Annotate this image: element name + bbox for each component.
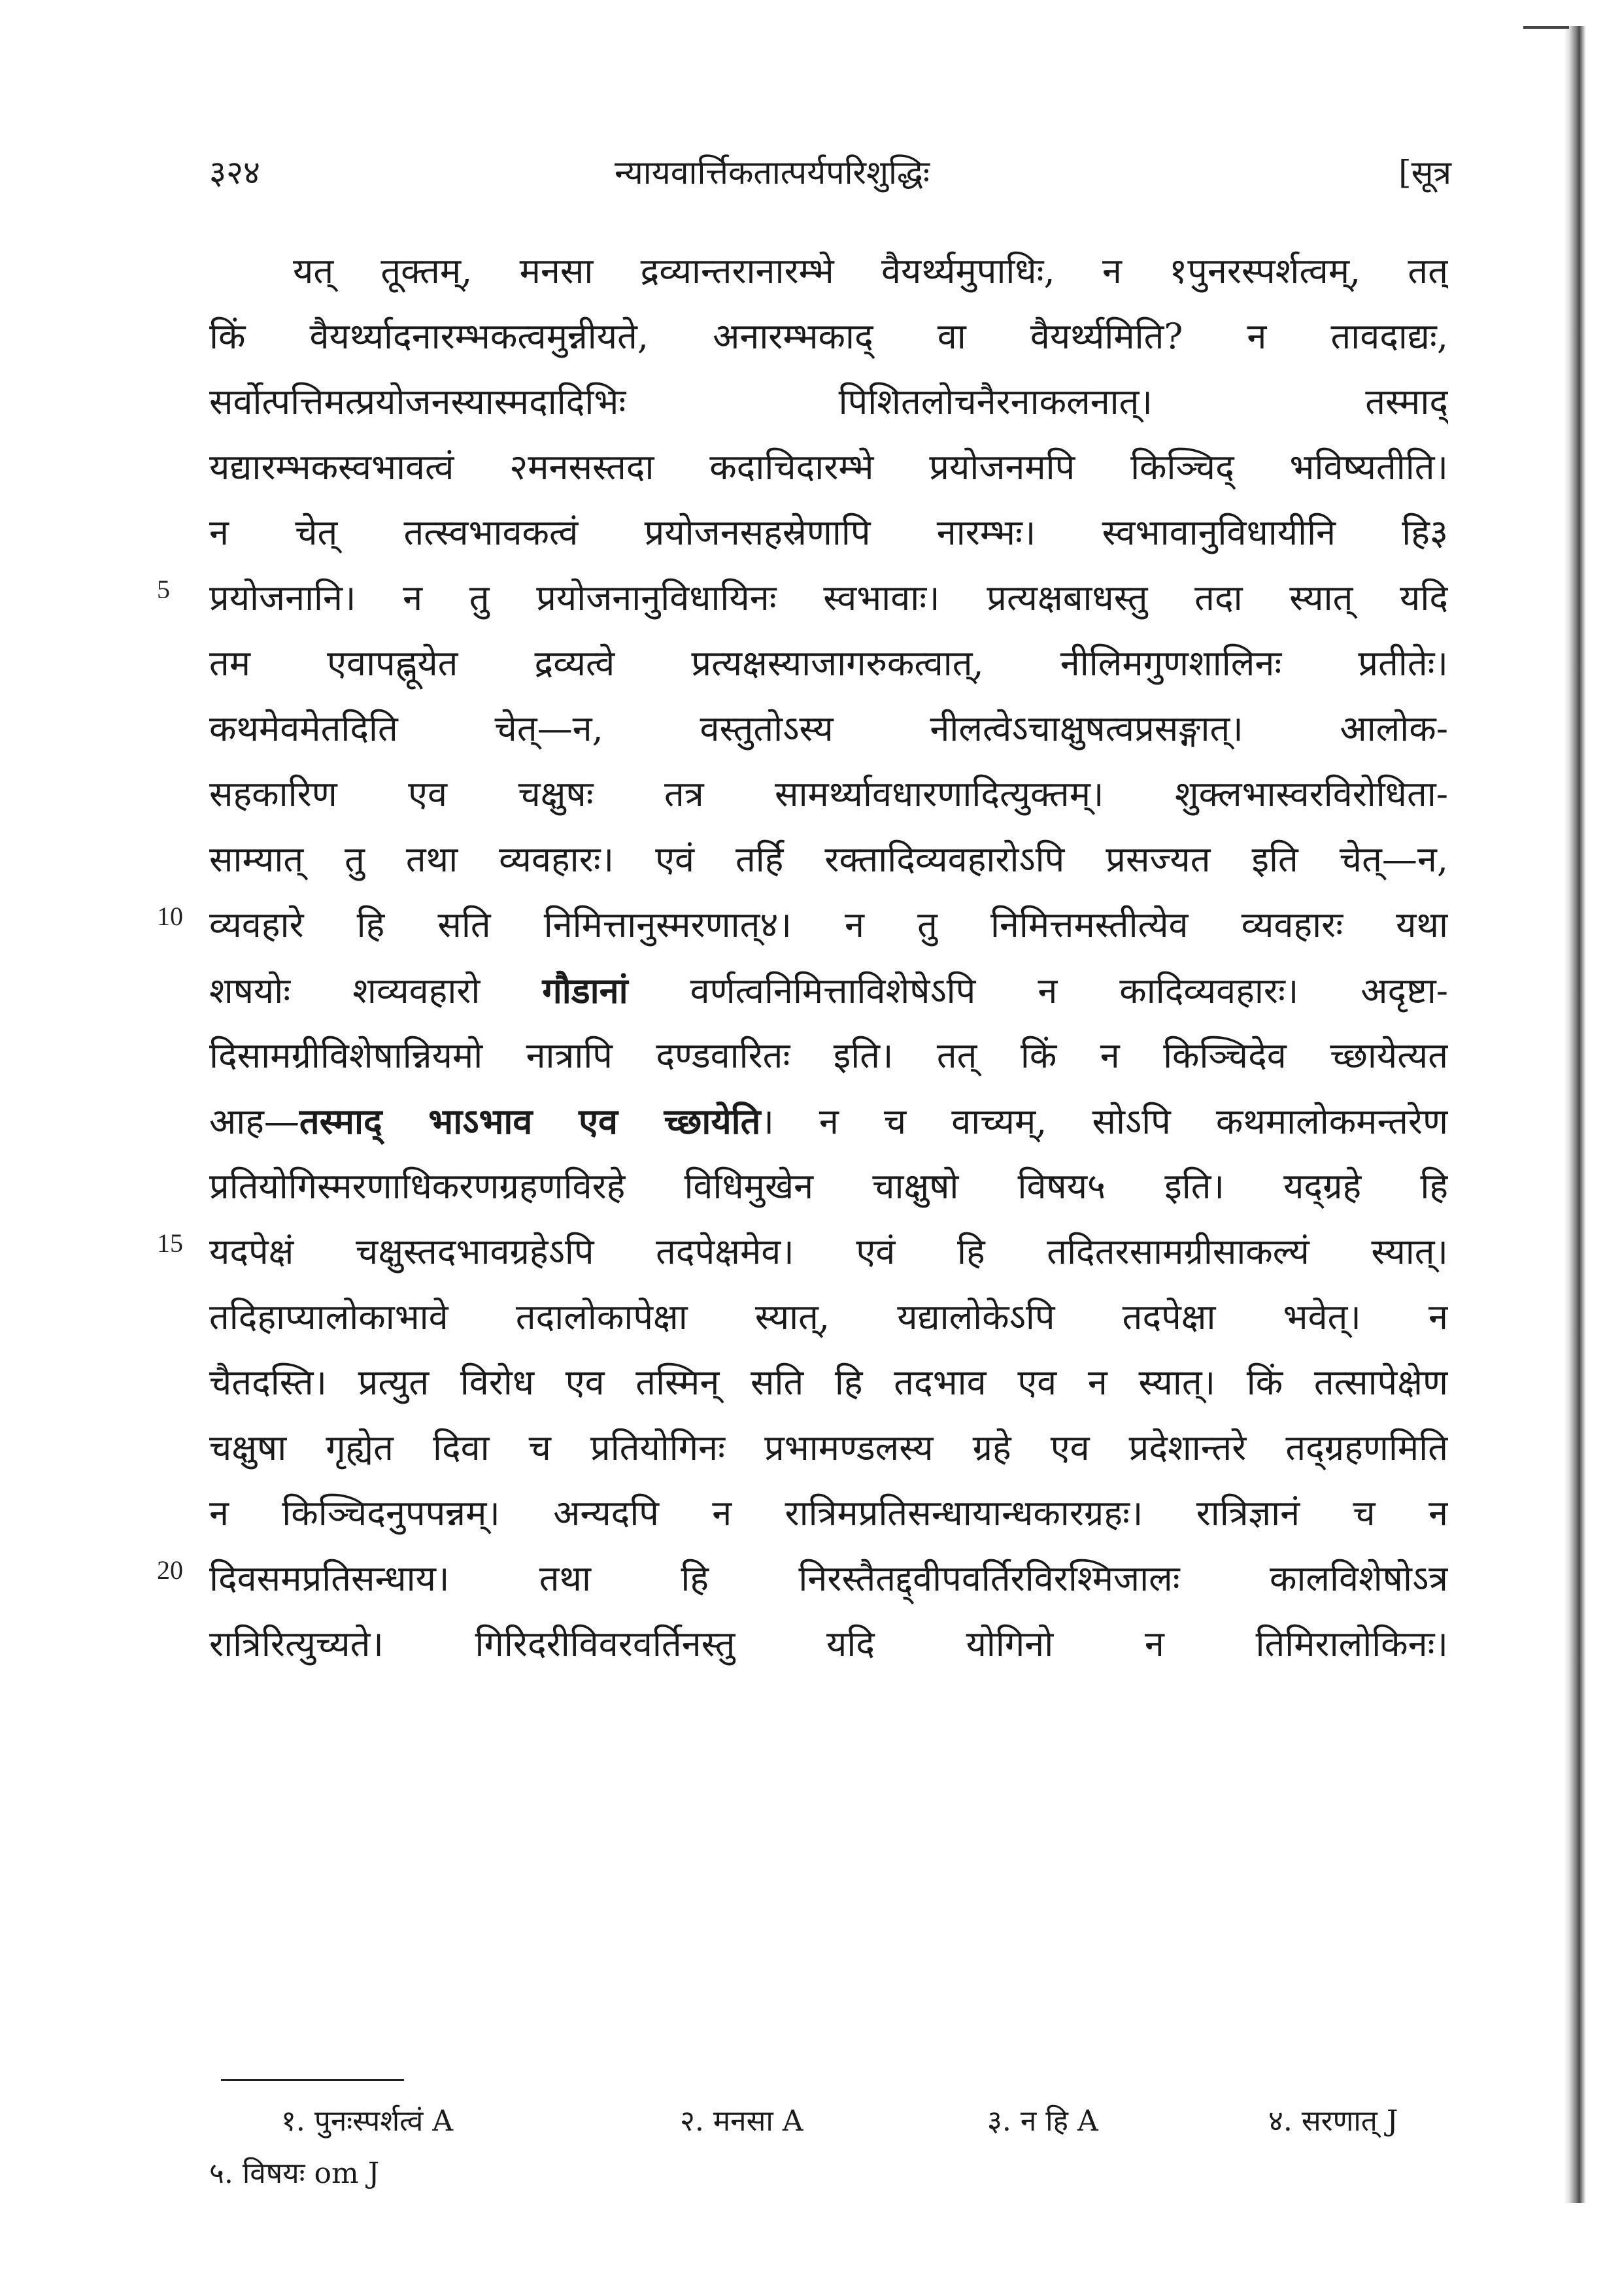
bold-phrase: तस्माद् भाऽभाव एव च्छायेति bbox=[299, 1100, 761, 1142]
text-line bbox=[209, 1219, 1448, 1285]
line-segment: रात्रिरित्युच्यते। गिरिदरीविवरवर्तिनस्तु यदि योगिनो न तिमिरालोकिनः। bbox=[209, 1623, 1448, 1664]
line-segment: यत् तूक्तम्, मनसा द्रव्यान्तरानारम्भे वैयर्थ्यमुपाधिः, न १पुनरस्पर्शत्वम्, तत् bbox=[293, 250, 1448, 292]
line-number-20: 20 bbox=[157, 1555, 183, 1585]
line-segment: शषयोः शव्यवहारो bbox=[209, 970, 543, 1011]
text-line bbox=[209, 762, 1448, 827]
line-number-5: 5 bbox=[157, 575, 170, 604]
main-text-block bbox=[209, 239, 1448, 1677]
footnote-5: ५. विषयः om J bbox=[209, 2157, 380, 2190]
line-segment: सर्वोत्पत्तिमत्प्रयोजनस्यास्मदादिभिः पिशितलोचनैरनाकलनात्। तस्माद् bbox=[209, 381, 1448, 422]
line-segment: आह— bbox=[209, 1101, 299, 1142]
footnotes bbox=[209, 2095, 1448, 2200]
line-segment: चैतदस्ति। प्रत्युत विरोध एव तस्मिन् सति हि तदभाव एव न स्यात्। किं तत्सापेक्षेण bbox=[209, 1362, 1448, 1403]
text-line bbox=[209, 369, 1448, 435]
footnote-row-1 bbox=[209, 2095, 1448, 2148]
bold-phrase: गौडानां bbox=[542, 970, 628, 1011]
line-segment: सहकारिण एव चक्षुषः तत्र सामर्थ्यावधारणादित्युक्तम्। शुक्लभास्वरविरोधिता- bbox=[209, 773, 1448, 815]
line-segment: प्रयोजनानि। न तु प्रयोजनानुविधायिनः स्वभावाः। प्रत्यक्षबाधस्तु तदा स्यात् यदि bbox=[209, 577, 1448, 618]
line-segment: चक्षुषा गृह्येत दिवा च प्रतियोगिनः प्रभामण्डलस्य ग्रहे एव प्रदेशान्तरे तद्ग्रहणमिति bbox=[209, 1427, 1448, 1468]
text-line bbox=[209, 1481, 1448, 1546]
text-line bbox=[209, 239, 1448, 304]
section-marker: [सूत्र bbox=[1398, 154, 1451, 192]
text-line bbox=[209, 696, 1448, 762]
line-segment: यदपेक्षं चक्षुस्तदभावग्रहेऽपि तदपेक्षमेव। एवं हि तदितरसामग्रीसाकल्यं स्यात्। bbox=[209, 1231, 1448, 1272]
text-line bbox=[209, 1350, 1448, 1415]
text-line bbox=[209, 958, 1448, 1023]
text-line bbox=[209, 1546, 1448, 1612]
line-segment: न चेत् तत्स्वभावकत्वं प्रयोजनसहस्रेणापि नारम्भः। स्वभावानुविधायीनि हि३ bbox=[209, 512, 1448, 553]
footnote-rule bbox=[221, 2079, 404, 2081]
running-title: न्यायवार्त्तिकतात्पर्यपरिशुद्धिः bbox=[615, 154, 930, 192]
line-segment: । न च वाच्यम्, सोऽपि कथमालोकमन्तरेण bbox=[760, 1101, 1448, 1142]
footnote-3: ३. न हि A bbox=[987, 2104, 1098, 2138]
line-segment: किं वैयर्थ्यादनारम्भकत्वमुन्नीयते, अनारम्भकाद् वा वैयर्थ्यमिति? न तावदाद्यः, bbox=[209, 316, 1448, 357]
line-segment: तदिहाप्यालोकाभावे तदालोकापेक्षा स्यात्, यद्यालोकेऽपि तदपेक्षा भवेत्। न bbox=[209, 1296, 1448, 1338]
footnote-2: २. मनसा A bbox=[680, 2104, 803, 2138]
text-line bbox=[209, 827, 1448, 892]
text-line bbox=[209, 1415, 1448, 1481]
footnote-1: १. पुनःस्पर्शत्वं A bbox=[281, 2104, 454, 2138]
text-line bbox=[209, 435, 1448, 500]
text-line bbox=[209, 1612, 1448, 1677]
line-number-10: 10 bbox=[157, 902, 183, 931]
footnote-row-2 bbox=[209, 2148, 1448, 2200]
text-line bbox=[209, 892, 1448, 958]
line-segment: दिसामग्रीविशेषान्नियमो नात्रापि दण्डवारितः इति। तत् किं न किञ्चिदेव च्छायेत्यत bbox=[209, 1035, 1448, 1076]
text-line bbox=[209, 566, 1448, 631]
footnote-4: ४. सरणात् J bbox=[1268, 2104, 1398, 2138]
text-line bbox=[209, 1023, 1448, 1089]
line-number-15: 15 bbox=[157, 1228, 183, 1258]
line-segment: प्रतियोगिस्मरणाधिकरणग्रहणविरहे विधिमुखेन चाक्षुषो विषय५ इति। यद्ग्रहे हि bbox=[209, 1166, 1448, 1207]
running-header bbox=[209, 149, 1451, 201]
line-segment: यद्यारम्भकस्वभावत्वं २मनसस्तदा कदाचिदारम्भे प्रयोजनमपि किञ्चिद् भविष्यतीति। bbox=[209, 447, 1448, 488]
line-segment: वर्णत्वनिमित्ताविशेषेऽपि न कादिव्यवहारः। अदृष्टा- bbox=[628, 970, 1448, 1011]
binding-tick bbox=[1523, 26, 1569, 29]
text-line bbox=[209, 1154, 1448, 1219]
text-line bbox=[209, 500, 1448, 566]
text-line bbox=[209, 1285, 1448, 1350]
text-line bbox=[209, 1089, 1448, 1154]
line-segment: दिवसमप्रतिसन्धाय। तथा हि निरस्तैतद्द्वीपवर्तिरविरश्मिजालः कालविशेषोऽत्र bbox=[209, 1558, 1448, 1599]
line-segment: तम एवापह्नूयेत द्रव्यत्वे प्रत्यक्षस्याजागरुकत्वात्, नीलिमगुणशालिनः प्रतीतेः। bbox=[209, 643, 1448, 684]
page-number: ३२४ bbox=[209, 154, 260, 192]
line-segment: कथमेवमेतदिति चेत्—न, वस्तुतोऽस्य नीलत्वेऽचाक्षुषत्वप्रसङ्गात्। आलोक- bbox=[209, 708, 1448, 749]
line-segment: न किञ्चिदनुपपन्नम्। अन्यदपि न रात्रिमप्रतिसन्धायान्धकारग्रहः। रात्रिज्ञानं च न bbox=[209, 1493, 1448, 1534]
line-segment: व्यवहारे हि सति निमित्तानुस्मरणात्४। न तु निमित्तमस्तीत्येव व्यवहारः यथा bbox=[209, 904, 1448, 945]
text-line bbox=[209, 631, 1448, 696]
binding-edge bbox=[1564, 26, 1586, 2203]
line-segment: साम्यात् तु तथा व्यवहारः। एवं तर्हि रक्तादिव्यवहारोऽपि प्रसज्यत इति चेत्—न, bbox=[209, 839, 1448, 880]
text-line bbox=[209, 304, 1448, 369]
